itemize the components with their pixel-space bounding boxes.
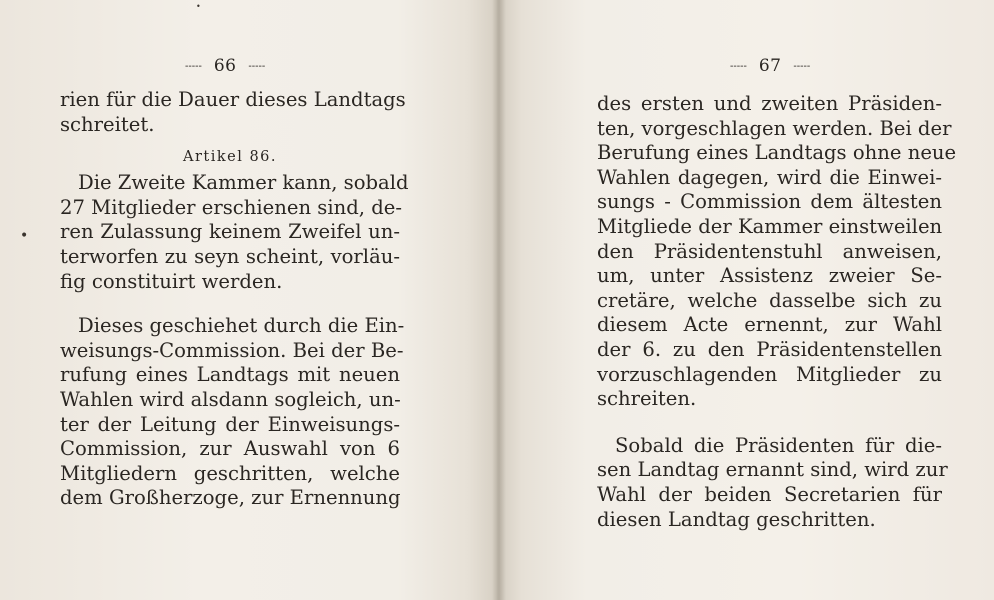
text-line: ren Zulassung keinem Zweifel un- bbox=[60, 220, 400, 244]
text-line: Sobald die Präsidenten für die- bbox=[615, 433, 942, 457]
text-line: schreiten. bbox=[597, 387, 697, 411]
text-line: rufung eines Landtags mit neuen bbox=[60, 363, 400, 387]
text-line: cretäre, welche dasselbe sich zu bbox=[597, 288, 942, 312]
margin-speck: • bbox=[196, 2, 201, 11]
folio-ornament-left: ----- bbox=[730, 61, 747, 72]
text-line: um, unter Assistenz zweier Se- bbox=[597, 264, 942, 288]
right-page-text bbox=[597, 92, 957, 532]
text-line: ter der Leitung der Einweisungs- bbox=[60, 412, 400, 436]
text-line: sungs - Commission dem ältesten bbox=[597, 190, 942, 214]
text-line: Mitgliedern geschritten, welche bbox=[60, 461, 400, 485]
article-heading: Artikel 86. bbox=[182, 149, 278, 166]
text-line: schreitet. bbox=[60, 112, 155, 136]
folio-ornament-right: ----- bbox=[248, 61, 266, 72]
text-line: terworfen zu seyn scheint, vorläu- bbox=[60, 244, 400, 268]
folio-ornament-right: ----- bbox=[793, 61, 811, 72]
right-page bbox=[497, 0, 994, 600]
text-line: ten, vorgeschlagen werden. Bei der bbox=[597, 116, 952, 140]
text-line: diesen Landtag geschritten. bbox=[597, 507, 876, 531]
text-line: Dieses geschiehet durch die Ein- bbox=[78, 314, 405, 338]
text-line: der 6. zu den Präsidentenstellen bbox=[597, 337, 942, 361]
text-line: vorzuschlagenden Mitglieder zu bbox=[597, 362, 942, 386]
left-page-text bbox=[60, 88, 409, 511]
text-line: den Präsidentenstuhl anweisen, bbox=[597, 239, 942, 263]
text-line: Wahlen dagegen, wird die Einwei- bbox=[597, 165, 942, 189]
book-gutter bbox=[492, 0, 506, 600]
text-line: des ersten und zweiten Präsiden- bbox=[597, 92, 942, 115]
text-line: Commission, zur Auswahl von 6 bbox=[60, 437, 400, 461]
page-number-right-value: 67 bbox=[758, 56, 782, 76]
text-line: weisungs-Commission. Bei der Be- bbox=[60, 338, 404, 362]
text-line: Berufung eines Landtags ohne neue bbox=[597, 141, 957, 165]
text-line: dem Großherzoge, zur Ernennung bbox=[60, 486, 401, 510]
text-line: rien für die Dauer dieses Landtags bbox=[60, 88, 406, 111]
text-line: sen Landtag ernannt sind, wird zur bbox=[597, 458, 948, 482]
page-number-right bbox=[730, 56, 810, 76]
text-line: Mitgliede der Kammer einstweilen bbox=[597, 214, 943, 238]
page-number-left-value: 66 bbox=[213, 56, 237, 76]
text-line: Wahlen wird alsdann sogleich, un- bbox=[60, 387, 401, 411]
page-number-left bbox=[185, 56, 265, 76]
text-line: fig constituirt werden. bbox=[60, 269, 283, 293]
folio-ornament-left: ----- bbox=[185, 61, 202, 72]
text-line: Wahl der beiden Secretarien für bbox=[597, 482, 942, 506]
margin-speck: • bbox=[20, 228, 29, 244]
text-line: diesem Acte ernennt, zur Wahl bbox=[597, 313, 942, 337]
text-line: Die Zweite Kammer kann, sobald bbox=[78, 171, 409, 195]
text-line: 27 Mitglieder erschienen sind, de- bbox=[60, 195, 403, 219]
